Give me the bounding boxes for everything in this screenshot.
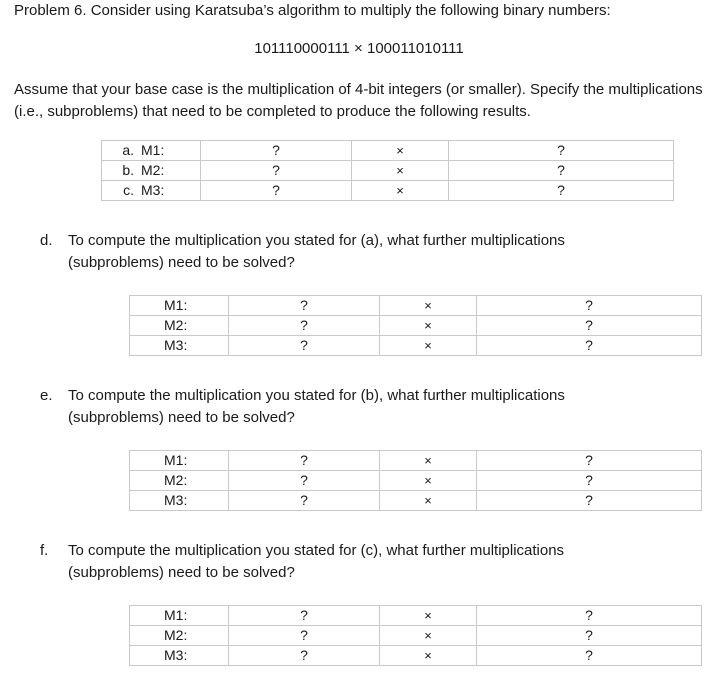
times-sign: ×: [380, 336, 477, 356]
right-operand-cell[interactable]: ?: [477, 451, 702, 471]
left-operand-cell[interactable]: ?: [229, 451, 380, 471]
right-operand-cell[interactable]: ?: [477, 336, 702, 356]
left-operand-cell[interactable]: ?: [229, 471, 380, 491]
row-label: b. M2:: [102, 161, 201, 181]
times-sign: ×: [380, 316, 477, 336]
right-operand-cell[interactable]: ?: [477, 606, 702, 626]
question-text: To compute the multiplication you stated for (b), what further multiplications: [68, 387, 565, 404]
question-text: To compute the multiplication you stated for (a), what further multiplications: [68, 232, 565, 249]
question-text: (subproblems) need to be solved?: [68, 409, 295, 426]
row-label: M2:: [130, 316, 229, 336]
row-label: c. M3:: [102, 181, 201, 201]
table-row: [130, 491, 702, 511]
question-text: To compute the multiplication you stated for (c), what further multiplications: [68, 542, 565, 559]
problem-title: Problem 6. Consider using Karatsuba’s algorithm to multiply the following binary numbers:: [14, 2, 611, 19]
left-operand-cell[interactable]: ?: [229, 296, 380, 316]
subproblems-table-f: [129, 605, 702, 666]
row-label: M3:: [130, 491, 229, 511]
left-operand-cell[interactable]: ?: [229, 646, 380, 666]
table-row: [130, 336, 702, 356]
left-operand-cell[interactable]: ?: [201, 181, 352, 201]
row-label: M1:: [130, 606, 229, 626]
binary-expression: 101110000111 × 100011010111: [254, 40, 464, 57]
subproblems-table-d: [129, 295, 702, 356]
times-sign: ×: [352, 181, 449, 201]
right-operand-cell[interactable]: ?: [449, 161, 674, 181]
left-operand-cell[interactable]: ?: [229, 606, 380, 626]
subproblems-table-e: [129, 450, 702, 511]
right-operand-cell[interactable]: ?: [477, 626, 702, 646]
times-sign: ×: [380, 606, 477, 626]
left-operand-cell[interactable]: ?: [229, 336, 380, 356]
times-sign: ×: [352, 161, 449, 181]
times-sign: ×: [380, 296, 477, 316]
row-label: M3:: [130, 336, 229, 356]
table-row: [130, 316, 702, 336]
table-row: [102, 141, 674, 161]
table-row: [130, 606, 702, 626]
right-operand-cell[interactable]: ?: [477, 296, 702, 316]
right-operand-cell[interactable]: ?: [477, 471, 702, 491]
right-operand-cell[interactable]: ?: [449, 141, 674, 161]
left-operand-cell[interactable]: ?: [229, 316, 380, 336]
table-row: [130, 471, 702, 491]
times-sign: ×: [380, 646, 477, 666]
times-sign: ×: [352, 141, 449, 161]
left-operand-cell[interactable]: ?: [229, 626, 380, 646]
times-sign: ×: [380, 451, 477, 471]
right-operand-cell[interactable]: ?: [477, 646, 702, 666]
question-text: (subproblems) need to be solved?: [68, 564, 295, 581]
left-operand-cell[interactable]: ?: [201, 141, 352, 161]
row-label: M2:: [130, 626, 229, 646]
table-row: [130, 646, 702, 666]
right-operand-cell[interactable]: ?: [477, 491, 702, 511]
table-row: [102, 161, 674, 181]
row-label: a. M1:: [102, 141, 201, 161]
row-label: M1:: [130, 296, 229, 316]
row-label: M2:: [130, 471, 229, 491]
times-sign: ×: [380, 491, 477, 511]
question-text: (subproblems) need to be solved?: [68, 254, 295, 271]
times-sign: ×: [380, 626, 477, 646]
row-label: M1:: [130, 451, 229, 471]
table-row: [130, 296, 702, 316]
instructions-paragraph: Assume that your base case is the multiplication of 4-bit integers (or smaller). Specify the multiplications (i.e., subproblems) that need to be completed to produce the following results.: [14, 81, 703, 120]
table-row: [130, 451, 702, 471]
row-label: M3:: [130, 646, 229, 666]
left-operand-cell[interactable]: ?: [229, 491, 380, 511]
right-operand-cell[interactable]: ?: [449, 181, 674, 201]
left-operand-cell[interactable]: ?: [201, 161, 352, 181]
results-table: [101, 140, 674, 201]
times-sign: ×: [380, 471, 477, 491]
table-row: [130, 626, 702, 646]
right-operand-cell[interactable]: ?: [477, 316, 702, 336]
table-row: [102, 181, 674, 201]
